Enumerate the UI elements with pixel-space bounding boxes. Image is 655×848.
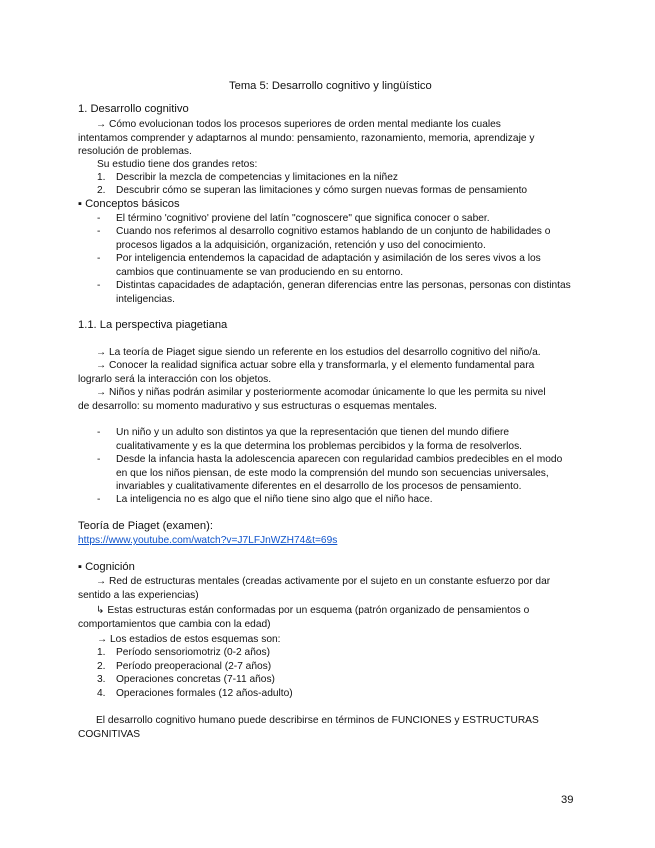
bullet-dash: - bbox=[97, 454, 101, 465]
section-heading-perspectiva-piagetiana: 1.1. La perspectiva piagetiana bbox=[78, 319, 228, 331]
intro-paragraph: → Cómo evolucionan todos los procesos superiores de orden mental mediante los cuales intentamos comprender y adaptarnos al mundo: pensamiento, razonamiento, memoria, aprendizaje y resolución de problemas. bbox=[78, 119, 535, 157]
bullet-dash: - bbox=[97, 213, 101, 224]
piaget-arrow-paragraph: → Niños y niñas podrán asimilar y posteriormente acomodar únicamente lo que les permita su nivel de desarrollo: su momento madurativo y sus estructuras o esquemas mentales. bbox=[78, 387, 546, 412]
piaget-arrow-paragraph: → Conocer la realidad significa actuar sobre ella y transformarla, y el elemento fundamental para lograrlo será la interacción con los objetos. bbox=[78, 360, 535, 385]
bullet-dash: - bbox=[97, 280, 101, 291]
list-number: 4. bbox=[97, 688, 106, 699]
estadios-intro: → Los estadios de estos esquemas son: bbox=[97, 634, 281, 645]
cognicion-red-paragraph: → Red de estructuras mentales (creadas activamente por el sujeto en un constante esfuerzo por dar sentido a las experiencias) bbox=[78, 576, 551, 601]
piaget-arrow-paragraph: → La teoría de Piaget sigue siendo un referente en los estudios del desarrollo cognitivo del niño/a. bbox=[96, 347, 541, 358]
page-number: 39 bbox=[561, 794, 574, 806]
cognicion-heading: ▪ Cognición bbox=[78, 561, 135, 573]
cognicion-esquema-paragraph: ↳ Estas estructuras están conformadas por un esquema (patrón organizado de pensamientos o comportamientos que cambia con la edad) bbox=[78, 605, 530, 630]
youtube-link[interactable]: https://www.youtube.com/watch?v=J7LFJnWZH74&t=69s bbox=[78, 535, 338, 546]
bullet-dash: - bbox=[97, 494, 101, 505]
conceptos-heading: ▪ Conceptos básicos bbox=[78, 198, 180, 210]
list-item: Período preoperacional (2-7 años) bbox=[116, 661, 272, 672]
list-item: Operaciones formales (12 años-adulto) bbox=[116, 688, 293, 699]
bullet-dash: - bbox=[97, 226, 101, 237]
list-item: La inteligencia no es algo que el niño tiene sino algo que el niño hace. bbox=[116, 494, 433, 505]
list-number: 1. bbox=[97, 172, 106, 183]
list-item: Describir la mezcla de competencias y limitaciones en la niñez bbox=[116, 172, 398, 183]
list-number: 2. bbox=[97, 661, 106, 672]
list-item: Período sensoriomotriz (0-2 años) bbox=[116, 647, 271, 658]
list-item: Operaciones concretas (7-11 años) bbox=[116, 674, 275, 685]
list-item: El término 'cognitivo' proviene del latín "cognoscere" que significa conocer o saber. bbox=[116, 213, 490, 224]
list-item: Un niño y un adulto son distintos ya que la representación que tienen del mundo difiere cualitativamente y es la que determina los problemas percibidos y la forma de resolverlos. bbox=[116, 427, 522, 452]
bullet-dash: - bbox=[97, 253, 101, 264]
list-number: 3. bbox=[97, 674, 106, 685]
list-item: Cuando nos referimos al desarrollo cognitivo estamos hablando de un conjunto de habilidades o procesos ligados a la adquisición, organización, retención y uso del conocimiento. bbox=[116, 226, 551, 251]
list-item: Distintas capacidades de adaptación, generan diferencias entre las personas, personas con distintas inteligencias. bbox=[116, 280, 571, 305]
document-title: Tema 5: Desarrollo cognitivo y lingüístico bbox=[229, 80, 432, 92]
list-item: Por inteligencia entendemos la capacidad de adaptación y asimilación de los seres vivos a los cambios que continuamente se van produciendo en su entorno. bbox=[116, 253, 541, 278]
list-item: Descubrir cómo se superan las limitaciones y cómo surgen nuevas formas de pensamiento bbox=[116, 185, 528, 196]
list-number: 1. bbox=[97, 647, 106, 658]
video-label: Teoría de Piaget (examen): bbox=[78, 520, 213, 532]
list-item: Desde la infancia hasta la adolescencia aparecen con regularidad cambios predecibles en el modo en que los niños piensan, de este modo la comprensión del mundo son secuencias universales, invariables y cualitativamente diferentes en el desarrollo de los procesos de pensamiento. bbox=[116, 454, 563, 492]
section-heading-desarrollo-cognitivo: 1. Desarrollo cognitivo bbox=[78, 103, 189, 115]
closing-paragraph: El desarrollo cognitivo humano puede describirse en términos de FUNCIONES y ESTRUCTURAS COGNITIVAS bbox=[78, 715, 539, 740]
bullet-dash: - bbox=[97, 427, 101, 438]
retos-intro: Su estudio tiene dos grandes retos: bbox=[97, 159, 258, 170]
list-number: 2. bbox=[97, 185, 106, 196]
